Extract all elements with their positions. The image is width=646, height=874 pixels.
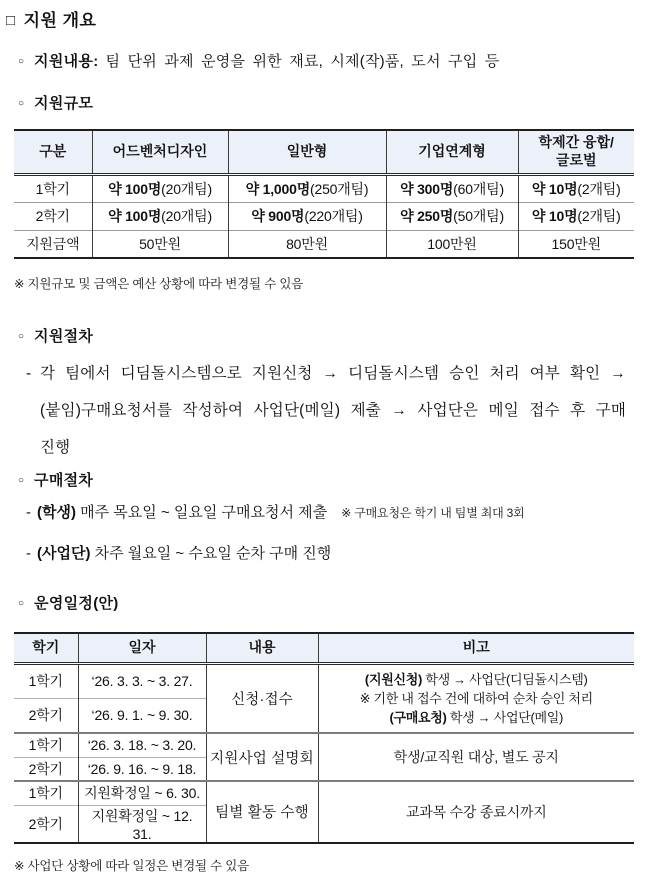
header-line: 학제간 융합/ — [538, 134, 614, 151]
semester-cell: 2학기 — [14, 805, 78, 843]
section-procedure — [18, 325, 636, 346]
col-header-semester: 학기 — [14, 633, 78, 663]
table-row-amount — [14, 230, 634, 258]
schedule-table-note: ※ 사업단 상황에 따라 일정은 변경될 수 있음 — [14, 858, 250, 873]
cell: 50만원 — [92, 230, 228, 258]
page-title-text: 지원 개요 — [23, 11, 97, 30]
content-cell: 지원사업 설명회 — [206, 733, 318, 781]
page-title — [6, 6, 636, 31]
dash-bullet: - — [26, 545, 31, 562]
cell — [92, 202, 228, 230]
section-support-content — [18, 50, 636, 71]
cell-paren-text: (250개팀) — [310, 180, 369, 197]
cell-bold-text: 약 100명 — [108, 180, 162, 197]
item-bold-label: (학생) — [37, 504, 76, 521]
section-label: 구매절차 — [34, 472, 94, 489]
date-cell: ‘26. 3. 3. ~ 3. 27. — [78, 663, 206, 698]
content-cell: 팀별 활동 수행 — [206, 781, 318, 843]
section-label: 지원규모 — [34, 95, 94, 112]
cell-bold-text: 약 250명 — [400, 208, 454, 224]
scale-table-note: ※ 지원규모 및 금액은 예산 상황에 따라 변경될 수 있음 — [14, 277, 304, 291]
cell — [386, 174, 518, 202]
section-text: 팀 단위 과제 운영을 위한 재료, 시제(작)품, 도서 구입 등 — [105, 53, 500, 70]
content-cell: 신청·접수 — [206, 663, 318, 733]
remark-text: ※ 기한 내 접수 건에 대하여 순차 승인 처리 — [359, 690, 593, 706]
cell-bold-text: 약 10명 — [531, 180, 578, 197]
col-header-adventure: 어드벤처디자인 — [92, 130, 228, 174]
date-cell: ‘26. 3. 18. ~ 3. 20. — [78, 733, 206, 757]
cell-bold-text: 약 300명 — [400, 180, 454, 197]
remark-text: 학생 → 사업단(메일) — [446, 709, 564, 725]
cell: 80만원 — [228, 230, 386, 258]
remark-line — [323, 689, 631, 708]
date-cell: 지원확정일 ~ 6. 30. — [78, 781, 206, 805]
row-label: 1학기 — [35, 180, 70, 197]
schedule-table — [14, 632, 634, 844]
dash-bullet: - — [26, 365, 32, 382]
cell-paren-text: (2개팀) — [577, 208, 621, 224]
remark-cell: 교과목 수강 종료시까지 — [318, 781, 634, 843]
date-cell: 지원확정일 ~ 12. 31. — [78, 805, 206, 843]
cell: 150만원 — [518, 230, 634, 258]
item-text: 매주 목요일 ~ 일요일 구매요청서 제출 — [80, 504, 328, 521]
table-row-semester2 — [14, 202, 634, 230]
section-support-scale — [18, 92, 636, 113]
table-row — [14, 663, 634, 698]
table-row — [14, 733, 634, 757]
cell — [518, 174, 634, 202]
cell-bold-text: 약 10명 — [531, 208, 578, 224]
remark-bold: (지원신청) — [364, 671, 423, 687]
cell-paren-text: (2개팀) — [577, 180, 621, 197]
item-bold-label: (사업단) — [37, 545, 91, 562]
item-text: 차주 월요일 ~ 수요일 순차 구매 진행 — [94, 545, 332, 562]
section-label: 지원내용: — [34, 53, 99, 70]
cell — [518, 202, 634, 230]
semester-cell: 1학기 — [14, 781, 78, 805]
procedure-text: 각 팀에서 디딤돌시스템으로 지원신청 → 디딤돌시스템 승인 처리 여부 확인 → (붙임)구매요청서를 작성하여 사업단(메일) 제출 → 사업단은 메일 접수 후 구매 진행 — [40, 365, 626, 456]
circle-bullet-icon: ○ — [18, 475, 25, 486]
support-scale-table — [14, 129, 634, 259]
cell-paren-text: (60개팀) — [453, 180, 504, 197]
date-cell: ‘26. 9. 16. ~ 9. 18. — [78, 757, 206, 781]
semester-cell: 2학기 — [14, 698, 78, 733]
row-label: 지원금액 — [14, 230, 92, 258]
procedure-item — [26, 355, 636, 466]
table-header-row — [14, 633, 634, 663]
circle-bullet-icon: ○ — [18, 598, 25, 609]
cell-bold-text: 약 1,000명 — [245, 180, 311, 197]
cell — [386, 202, 518, 230]
cell — [228, 202, 386, 230]
purchase-item-student — [26, 502, 636, 524]
circle-bullet-icon: ○ — [18, 331, 25, 342]
cell-bold-text: 약 100명 — [108, 208, 162, 224]
section-schedule — [18, 592, 636, 613]
col-header-general: 일반형 — [228, 130, 386, 174]
cell-paren-text: (50개팀) — [453, 208, 504, 224]
document-page — [0, 6, 646, 874]
remark-line — [323, 708, 631, 727]
dash-bullet: - — [26, 504, 31, 521]
cell — [92, 174, 228, 202]
cell-bold-text: 약 900명 — [251, 208, 305, 224]
circle-bullet-icon: ○ — [18, 98, 25, 109]
cell-paren-text: (220개팀) — [304, 208, 363, 224]
col-header-interdisciplinary — [518, 130, 634, 174]
table-header-row — [14, 130, 634, 174]
date-cell: ‘26. 9. 1. ~ 9. 30. — [78, 698, 206, 733]
section-purchase — [18, 469, 636, 490]
col-header-industry: 기업연계형 — [386, 130, 518, 174]
cell: 100만원 — [386, 230, 518, 258]
circle-bullet-icon: ○ — [18, 56, 25, 67]
col-header-content: 내용 — [206, 633, 318, 663]
table-row — [14, 781, 634, 805]
remark-text: 학생 → 사업단(디딤돌시스템) — [422, 671, 588, 687]
table-row-semester1 — [14, 174, 634, 202]
col-header-date: 일자 — [78, 633, 206, 663]
remark-cell: 학생/교직원 대상, 별도 공지 — [318, 733, 634, 781]
cell-paren-text: (20개팀) — [161, 208, 212, 224]
col-header-gubun: 구분 — [14, 130, 92, 174]
section-label: 지원절차 — [34, 328, 94, 345]
remark-cell — [318, 663, 634, 733]
section-label: 운영일정(안) — [34, 595, 119, 612]
semester-cell: 1학기 — [14, 733, 78, 757]
semester-cell: 1학기 — [28, 673, 63, 689]
header-line: 글로벌 — [555, 151, 597, 168]
cell-paren-text: (20개팀) — [161, 180, 212, 197]
col-header-remark: 비고 — [318, 633, 634, 663]
square-bullet-icon: □ — [6, 12, 16, 29]
semester-cell: 2학기 — [14, 757, 78, 781]
row-label: 2학기 — [14, 202, 92, 230]
item-inline-note: ※ 구매요청은 학기 내 팀별 최대 3회 — [341, 506, 525, 520]
cell — [228, 174, 386, 202]
purchase-item-office — [26, 543, 636, 564]
remark-line — [323, 670, 631, 689]
remark-bold: (구매요청) — [389, 709, 447, 725]
